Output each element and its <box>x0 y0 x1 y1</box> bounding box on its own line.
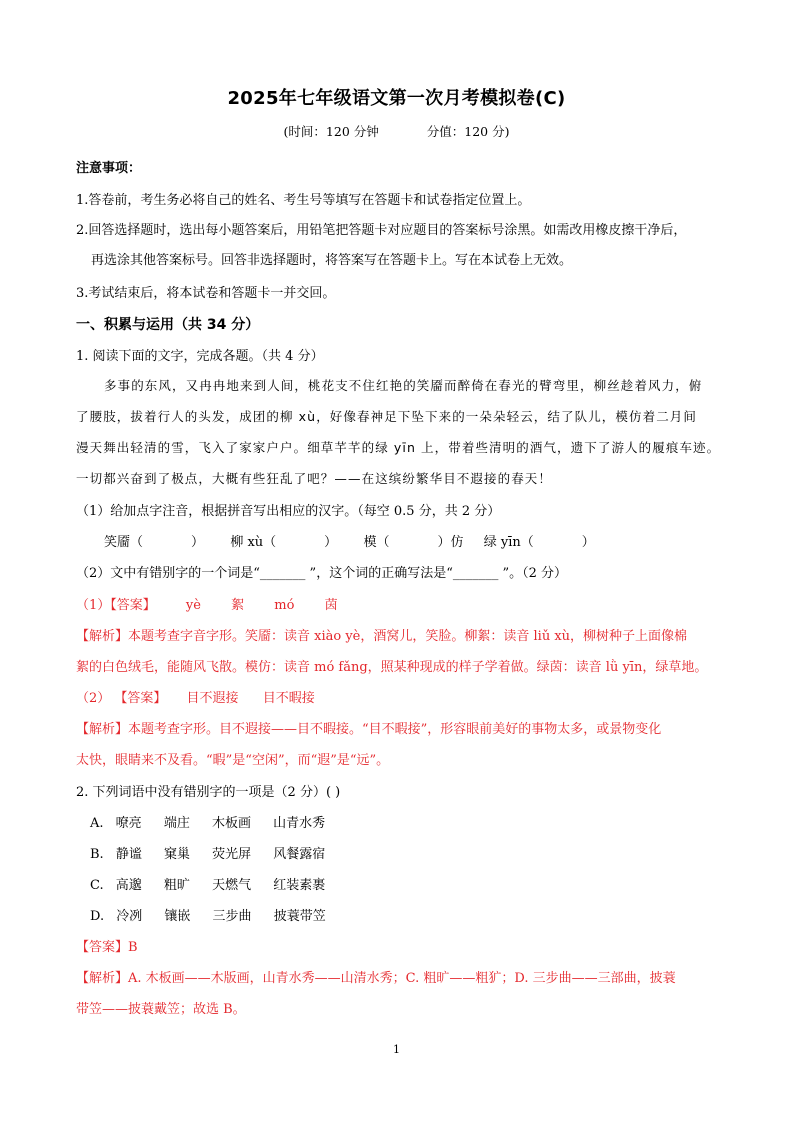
blank-c-close: ）仿 <box>437 535 464 550</box>
option-word: 嘹亮 <box>115 816 142 831</box>
notice-item-3: 3.考试结束后，将本试卷和答题卡一并交回。 <box>76 286 336 301</box>
exam-score: 分值：120 分) <box>426 124 510 139</box>
option-word: 静谧 <box>115 847 142 862</box>
option-d <box>90 905 740 924</box>
answer-1 <box>76 594 726 613</box>
question-1-stem: 1. 阅读下面的文字，完成各题。（共 4 分） <box>76 349 324 364</box>
option-letter: C. <box>90 878 104 893</box>
blank-a-close: ） <box>191 535 205 550</box>
option-word: 冷冽 <box>116 909 143 924</box>
explanation-2: 【解析】本题考查字形。目不遐接——目不暇接。“目不暇接”，形容眼前美好的事物太多，或景物变化 <box>76 722 662 737</box>
option-a <box>90 812 740 831</box>
question-1-sub-1: （1）给加点字注音，根据拼音写出相应的汉字。（每空 0.5 分，共 2 分） <box>76 504 501 519</box>
passage-line: 漫天舞出轻清的雪，飞入了家家户户。细草芊芊的绿 yīn 上，带着些清明的酒气，遗下了游人的履痕车迹。 <box>76 440 721 455</box>
explanation-q2: 【解析】A. 木板画——木版画，山青水秀——山清水秀；C. 粗旷——粗犷；D. 三步曲——三部曲，披蓑 <box>76 971 676 986</box>
blank-b-close: ） <box>324 535 338 550</box>
answer-value: 目不遐接 <box>186 691 239 706</box>
option-word: 天燃气 <box>212 878 252 893</box>
option-word: 镶嵌 <box>164 909 191 924</box>
option-word: 端庄 <box>163 816 190 831</box>
answer-value: 茵 <box>324 598 338 613</box>
blank-d-close: ） <box>581 535 595 550</box>
option-word: 风餐露宿 <box>273 847 326 862</box>
option-word: 木板画 <box>211 816 251 831</box>
answer-label: （1）【答案】 <box>76 598 156 613</box>
passage-line: 多事的东风，又冉冉地来到人间，桃花支不住红艳的笑靥而醉倚在春光的臂弯里，柳丝趁着风力，俯 <box>104 378 703 393</box>
page-number: 1 <box>393 1043 400 1056</box>
page-title: 2025年七年级语文第一次月考模拟卷(C) <box>227 88 566 109</box>
blank-b-label: 柳 xù（ <box>230 535 277 550</box>
blank-a-label: 笑靥（ <box>104 535 144 550</box>
notice-item-2: 2.回答选择题时，选出每小题答案后，用铅笔把答题卡对应题目的答案标号涂黑。如需改用橡皮擦干净后， <box>76 223 687 238</box>
option-letter: A. <box>90 816 104 831</box>
answer-value: 絮 <box>231 598 245 613</box>
explanation-q2-cont: 带笠——披蓑戴笠；故选 B。 <box>76 1002 246 1017</box>
answer-2 <box>76 687 726 706</box>
option-word: 山青水秀 <box>273 816 326 831</box>
answer-q2: 【答案】B <box>76 940 138 955</box>
option-word: 高邈 <box>115 878 142 893</box>
fill-in-blanks <box>104 531 754 550</box>
explanation-2-cont: 太快，眼睛来不及看。“暇”是“空闲”，而“遐”是“远”。 <box>76 753 390 768</box>
question-1-sub-2: （2）文中有错别字的一个词是“_______ ”，这个词的正确写法是“_______ ”。（2 分） <box>76 566 568 581</box>
question-2-stem: 2. 下列词语中没有错别字的一项是（2 分）( ) <box>76 785 341 800</box>
option-c <box>90 874 740 893</box>
option-word: 红装素裹 <box>273 878 326 893</box>
exam-time: (时间：120 分钟 <box>283 124 379 139</box>
passage-line: 了腰肢，拔着行人的头发，成团的柳 xù，好像春神足下坠下来的一朵朵轻云，结了队儿，模仿着二月间 <box>76 409 697 424</box>
answer-value: mó <box>274 598 295 613</box>
answer-value: 目不暇接 <box>262 691 315 706</box>
notice-item-1: 1.答卷前，考生务必将自己的姓名、考生号等填写在答题卡和试卷指定位置上。 <box>76 193 531 208</box>
section-heading: 一、积累与运用（共 34 分） <box>76 317 260 333</box>
option-letter: B. <box>90 847 104 862</box>
explanation-1: 【解析】本题考查字音字形。笑靥：读音 xiào yè，酒窝儿，笑脸。柳絮：读音 liǔ xù，柳树种子上面像棉 <box>76 629 688 644</box>
answer-label: （2） 【答案】 <box>76 691 167 706</box>
answer-value: yè <box>185 598 201 613</box>
option-letter: D. <box>90 909 105 924</box>
explanation-1-cont: 絮的白色绒毛，能随风飞散。模仿：读音 mó fǎng，照某种现成的样子学着做。绿茵：读音 lǜ yīn，绿草地。 <box>76 660 708 675</box>
option-word: 三步曲 <box>212 909 252 924</box>
passage-line: 一切都兴奋到了极点，大概有些狂乱了吧？——在这缤纷繁华目不遐接的春天！ <box>76 471 553 486</box>
option-word: 披蓑带笠 <box>273 909 326 924</box>
option-word: 荧光屏 <box>212 847 252 862</box>
option-b <box>90 843 740 862</box>
option-word: 粗旷 <box>163 878 190 893</box>
exam-info <box>0 122 793 140</box>
notice-heading: 注意事项： <box>76 161 142 176</box>
notice-item-2-cont: 再选涂其他答案标号。回答非选择题时，将答案写在答题卡上。写在本试卷上无效。 <box>91 253 573 268</box>
blank-c-label: 模（ <box>363 535 390 550</box>
blank-d-label: 绿 yīn（ <box>483 535 534 550</box>
option-word: 窠巢 <box>163 847 190 862</box>
